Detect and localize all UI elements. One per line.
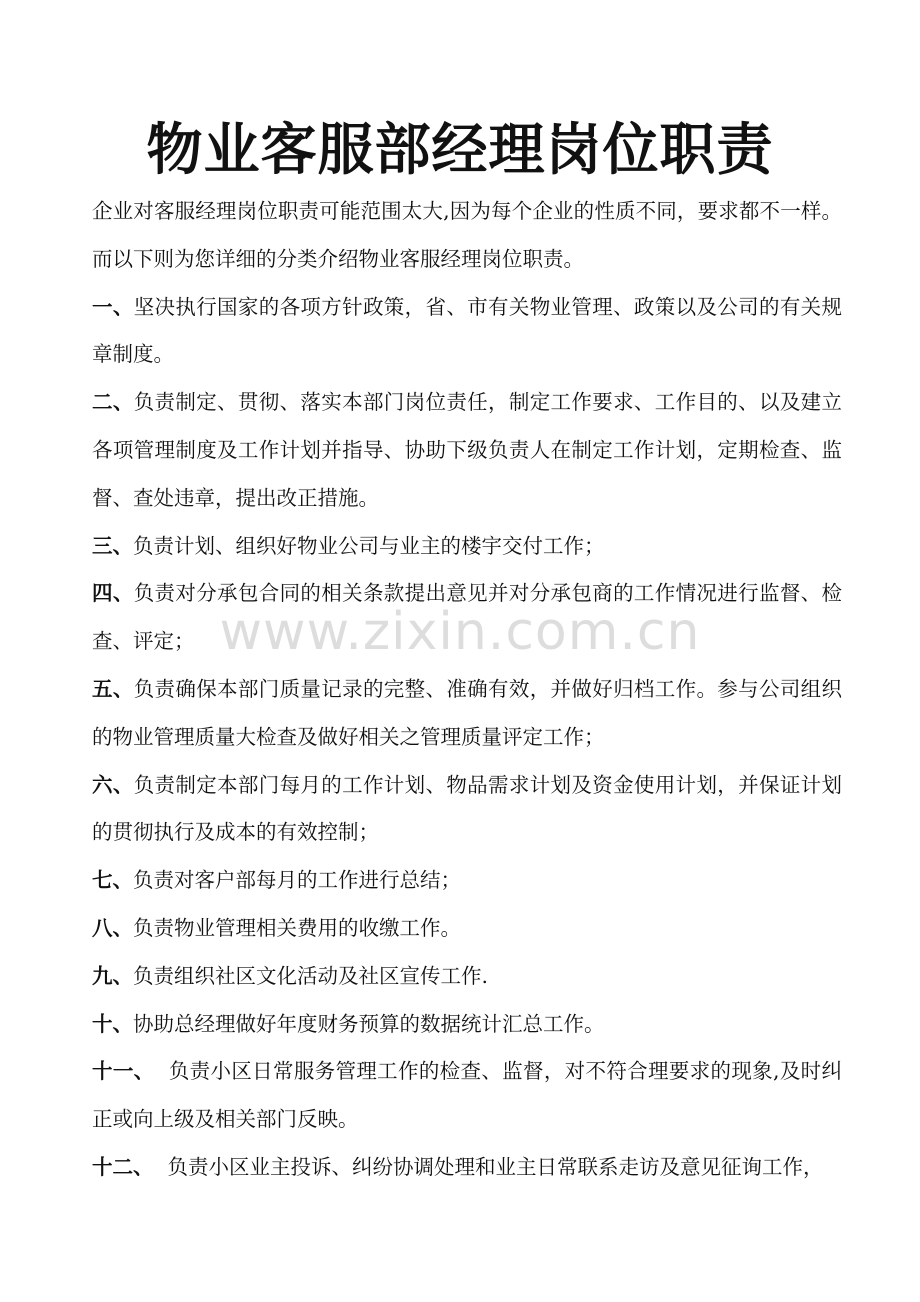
duty-number: 六、 (92, 772, 134, 797)
duty-item-10 (92, 1001, 842, 1049)
duty-text: 坚决执行国家的各项方针政策，省、市有关物业管理、政策以及公司的有关规章制度。 (92, 294, 842, 367)
duty-number: 十一、 (92, 1059, 155, 1084)
duty-item-12 (92, 1144, 842, 1192)
duty-text: 负责对客户部每月的工作进行总结； (133, 868, 461, 893)
duty-item-11 (92, 1048, 842, 1144)
document-title: 物业客服部经理岗位职责 (146, 117, 774, 183)
duty-item-3 (92, 523, 842, 571)
duty-number: 四、 (92, 581, 134, 606)
duty-item-8 (92, 905, 842, 953)
duty-text: 负责小区日常服务管理工作的检查、监督，对不符合理要求的现象,及时纠正或向上级及相关部门反映。 (92, 1059, 843, 1132)
duty-item-2 (92, 379, 842, 522)
duty-item-6 (92, 762, 842, 858)
duty-item-7 (92, 857, 842, 905)
duty-number: 七、 (92, 868, 133, 893)
duty-text: 负责小区业主投诉、纠纷协调处理和业主日常联系走访及意见征询工作， (167, 1154, 824, 1179)
duty-text: 负责制定本部门每月的工作计划、物品需求计划及资金使用计划，并保证计划的贯彻执行及成本的有效控制； (92, 772, 842, 845)
watermark-text: www.zixin.com.cn (219, 602, 701, 662)
intro-paragraph: 企业对客服经理岗位职责可能范围太大,因为每个企业的性质不同，要求都不一样。而以下则为您详细的分类介绍物业客服经理岗位职责。 (92, 199, 842, 271)
duty-text: 负责计划、组织好物业公司与业主的楼宇交付工作； (133, 533, 605, 558)
duty-text: 协助总经理做好年度财务预算的数据统计汇总工作。 (133, 1011, 605, 1036)
duty-number: 三、 (92, 533, 133, 558)
duty-number: 十二、 (92, 1154, 154, 1179)
duty-text: 负责组织社区文化活动及社区宣传工作. (133, 963, 489, 988)
duty-number: 九、 (92, 963, 133, 988)
duty-item-4 (92, 570, 842, 666)
duty-item-5 (92, 666, 842, 762)
duty-number: 一、 (92, 294, 134, 319)
duty-number: 八、 (92, 915, 133, 940)
duty-text: 负责制定、贯彻、落实本部门岗位责任，制定工作要求、工作目的、以及建立各项管理制度及工作计划并指导、协助下级负责人在制定工作计划，定期检查、监督、查处违章，提出改正措施。 (92, 390, 842, 510)
duty-number: 十、 (92, 1011, 133, 1036)
duty-text: 负责物业管理相关费用的收缴工作。 (133, 915, 461, 940)
document-body (92, 188, 842, 1192)
duty-text: 负责确保本部门质量记录的完整、准确有效，并做好归档工作。参与公司组织的物业管理质量大检查及做好相关之管理质量评定工作； (92, 676, 842, 749)
duty-item-9 (92, 953, 842, 1001)
duty-item-1 (92, 284, 842, 380)
duty-number: 二、 (92, 390, 134, 415)
duty-text: 负责对分承包合同的相关条款提出意见并对分承包商的工作情况进行监督、检查、评定； (92, 581, 842, 654)
duty-number: 五、 (92, 676, 134, 701)
